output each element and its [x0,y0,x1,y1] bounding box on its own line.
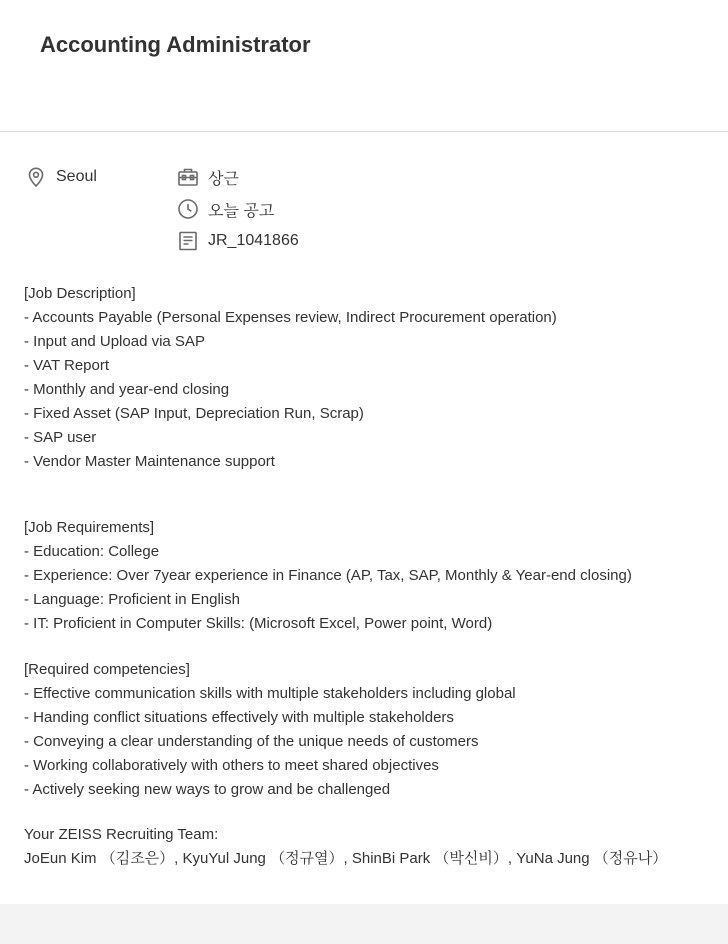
job-meta [24,164,704,260]
requisition-id-text: JR_1041866 [208,232,299,249]
document-icon [176,229,200,253]
list-item: - Accounts Payable (Personal Expenses review, Indirect Procurement operation) [24,309,557,326]
job-title: Accounting Administrator [40,32,311,57]
recruiting-team-heading: Your ZEISS Recruiting Team: [24,826,219,843]
section-heading: [Job Description] [24,285,136,302]
list-item: - Monthly and year-end closing [24,381,230,398]
employment-type-text: 상근 [208,170,239,188]
briefcase-icon [176,165,200,189]
job-description [24,282,714,871]
list-item: - Education: College [24,543,160,560]
list-item: - Vendor Master Maintenance support [24,453,275,470]
meta-requisition [176,228,299,254]
list-item: - SAP user [24,429,97,446]
list-item: - Effective communication skills with multiple stakeholders including global [24,685,516,702]
list-item: - VAT Report [24,357,110,374]
section-heading: [Job Requirements] [24,519,155,536]
job-header [0,0,728,132]
clock-icon [176,197,200,221]
list-item: - Language: Proficient in English [24,591,240,608]
list-item: - Experience: Over 7year experience in Finance (AP, Tax, SAP, Monthly & Year-end closing) [24,567,632,584]
location-text: Seoul [56,168,97,185]
list-item: - Input and Upload via SAP [24,333,205,350]
list-item: - Working collaboratively with others to meet shared objectives [24,757,439,774]
list-item: - Handing conflict situations effectively with multiple stakeholders [24,709,454,726]
list-item: - Fixed Asset (SAP Input, Depreciation Run, Scrap) [24,405,364,422]
list-item: - IT: Proficient in Computer Skills: (Microsoft Excel, Power point, Word) [24,615,493,632]
list-item: - Actively seeking new ways to grow and be challenged [24,781,391,798]
list-item: - Conveying a clear understanding of the unique needs of customers [24,733,479,750]
recruiting-team-members: JoEun Kim （김조은）, KyuYul Jung （정규열）, ShinBi Park （박신비）, YuNa Jung （정유나） [24,850,668,867]
meta-posted [176,196,274,222]
posted-text: 오늘 공고 [208,202,275,220]
meta-employment-type [176,164,239,190]
meta-location [24,164,97,190]
section-heading: [Required competencies] [24,661,190,678]
location-pin-icon [24,165,48,189]
